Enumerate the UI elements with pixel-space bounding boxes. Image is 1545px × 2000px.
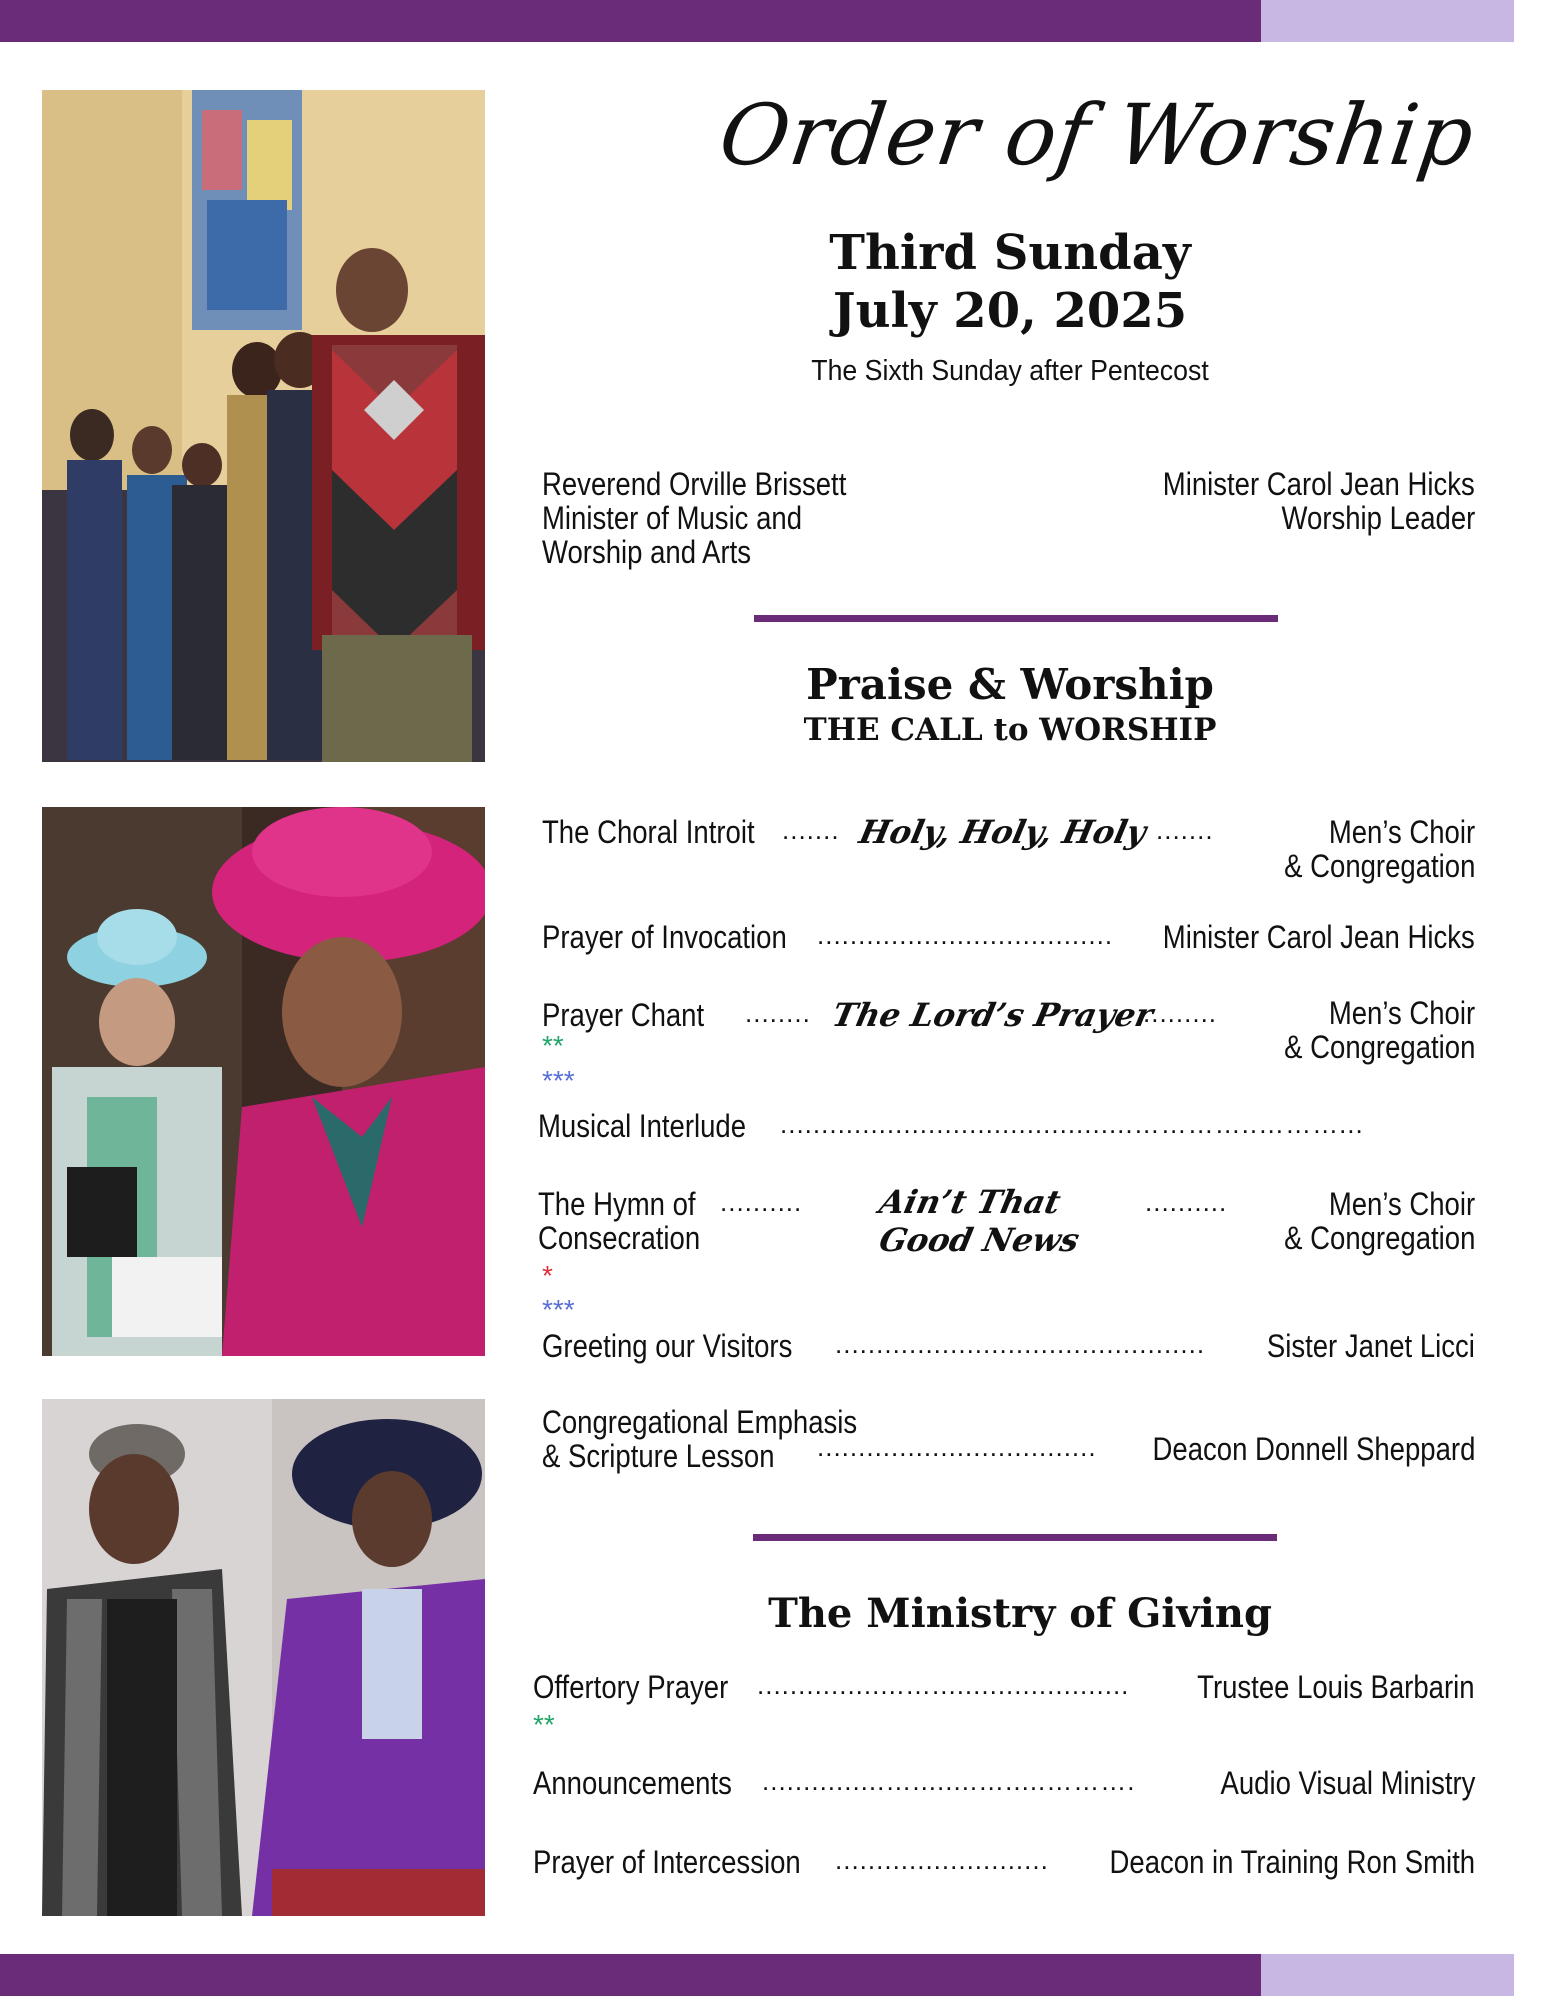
leader-left-title-1: Minister of Music and — [542, 500, 803, 536]
service-day: Third Sunday — [829, 225, 1191, 281]
service-subtitle: The Sixth Sunday after Pentecost — [811, 355, 1209, 387]
leader-right-name: Minister Carol Jean Hicks — [1163, 466, 1475, 502]
dot-leader: ....... — [1156, 815, 1214, 845]
item-person-line2: & Congregation — [1283, 1029, 1475, 1065]
section-divider — [753, 1534, 1277, 1541]
dot-leader: ..................…........................ — [757, 1670, 1130, 1700]
script-title: Order of Worship — [713, 86, 1481, 184]
item-label-greeting-visitors: Greeting our Visitors — [542, 1328, 793, 1364]
item-label-congregational-emphasis-1: Congregational Emphasis — [542, 1404, 858, 1440]
service-date: July 20, 2025 — [832, 283, 1188, 339]
dot-leader: .......... — [720, 1187, 803, 1217]
dot-leader: ...............…........….....………. — [762, 1766, 1136, 1796]
marker-double-asterisk: ** — [533, 1709, 555, 1740]
item-label-prayer-of-invocation: Prayer of Invocation — [542, 919, 787, 955]
section-title-giving: The Ministry of Giving — [768, 1590, 1272, 1637]
marker-triple-asterisk: *** — [542, 1065, 575, 1096]
hymn-title: Holy, Holy, Holy — [855, 813, 1150, 851]
item-person: Audio Visual Ministry — [1220, 1765, 1475, 1801]
section-title-praise: Praise & Worship — [806, 660, 1214, 709]
item-person: Trustee Louis Barbarin — [1197, 1669, 1475, 1705]
dot-leader: ....... — [782, 815, 840, 845]
item-label-congregational-emphasis-2: & Scripture Lesson — [542, 1438, 775, 1474]
bottom-band-dark — [0, 1954, 1261, 1996]
dot-leader: .................................... — [817, 920, 1114, 950]
item-label-offertory-prayer: Offertory Prayer — [533, 1669, 729, 1705]
photo-two-women — [42, 1399, 485, 1916]
leader-left-title-2: Worship and Arts — [542, 534, 752, 570]
item-label-musical-interlude: Musical Interlude — [538, 1108, 747, 1144]
top-band-dark — [0, 0, 1261, 42]
hymn-title-line2: Good News — [875, 1221, 1083, 1259]
hymn-title-line1: Ain’t That — [876, 1183, 1064, 1221]
dot-leader: .......................... — [835, 1845, 1049, 1875]
dot-leader: ...........................................…………..………... — [780, 1109, 1364, 1139]
dot-leader: ............................................. — [835, 1329, 1206, 1359]
dot-leader: .......... — [1145, 1187, 1228, 1217]
section-subtitle-call: THE CALL to WORSHIP — [803, 712, 1217, 748]
marker-single-asterisk: * — [542, 1260, 553, 1291]
top-band-light — [1261, 0, 1514, 42]
item-label-choral-introit: The Choral Introit — [542, 814, 755, 850]
dot-leader: ......... — [1143, 998, 1218, 1028]
item-person: Deacon Donnell Sheppard — [1152, 1431, 1475, 1467]
item-person: Minister Carol Jean Hicks — [1163, 919, 1475, 955]
item-label-announcements: Announcements — [533, 1765, 732, 1801]
bottom-band-light — [1261, 1954, 1514, 1996]
item-person-line2: & Congregation — [1283, 848, 1475, 884]
dot-leader: ........ — [745, 998, 811, 1028]
dot-leader: .................................. — [817, 1432, 1097, 1462]
marker-triple-asterisk: *** — [542, 1294, 575, 1325]
leader-right-title: Worship Leader — [1281, 500, 1475, 536]
item-person-line1: Men’s Choir — [1328, 1186, 1475, 1222]
item-label-prayer-chant: Prayer Chant — [542, 997, 705, 1033]
leader-left-name: Reverend Orville Brissett — [542, 466, 847, 502]
item-person-line1: Men’s Choir — [1328, 995, 1475, 1031]
item-label-hymn-of-consecration-2: Consecration — [538, 1220, 701, 1256]
photo-congregation-praying — [42, 90, 485, 762]
item-person: Deacon in Training Ron Smith — [1109, 1844, 1475, 1880]
item-label-prayer-of-intercession: Prayer of Intercession — [533, 1844, 801, 1880]
item-person: Sister Janet Licci — [1266, 1328, 1475, 1364]
hymn-title: The Lord’s Prayer — [828, 996, 1157, 1034]
marker-double-asterisk: ** — [542, 1030, 564, 1061]
item-person-line2: & Congregation — [1283, 1220, 1475, 1256]
item-person-line1: Men’s Choir — [1328, 814, 1475, 850]
item-label-hymn-of-consecration-1: The Hymn of — [538, 1186, 696, 1222]
section-divider — [754, 615, 1278, 622]
photo-women-in-hats — [42, 807, 485, 1356]
